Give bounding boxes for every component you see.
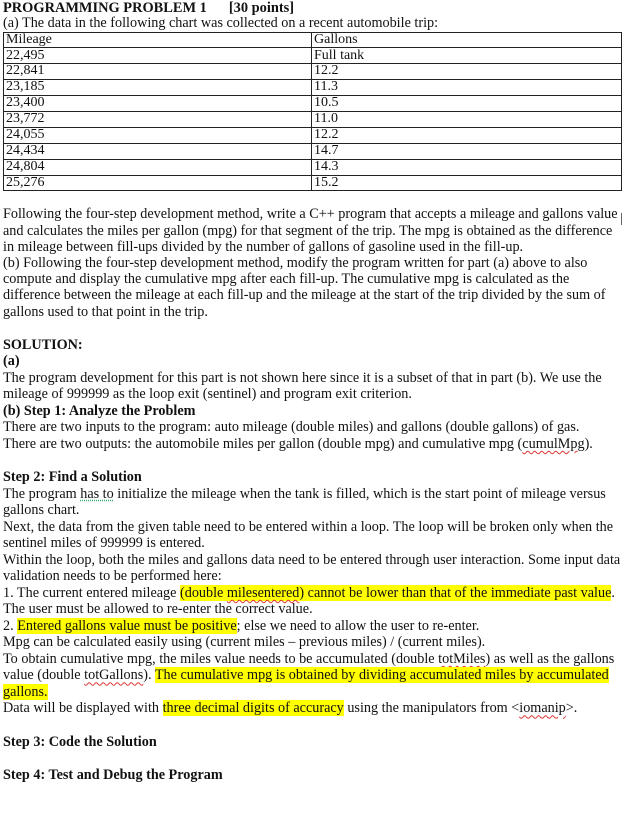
table-row: [4, 64, 622, 80]
cumulmpg-word: cumulMpg: [522, 435, 585, 452]
header-mileage: Mileage: [4, 32, 312, 48]
step2-para3: Within the loop, both the miles and gallons data need to be entered through user interaction. Some input data validation needs to be performed here:: [3, 551, 621, 585]
problem-b-text: (b) Following the four-step development method, modify the program written for part (a) above to also compute and display the cumulative mpg after each fill-up. The cumulative mpg is calculated as the difference between the mileage at each fill-up and the mileage at the start of the trip divided by the sum of gallons used to that point in the trip.: [3, 255, 606, 320]
p5-c: ) as well as the gallons value (double: [3, 650, 615, 684]
item2-h: Entered gallons value must be positive: [17, 617, 237, 634]
table-row: [4, 143, 622, 159]
step1-line2-pre: There are two outputs: the automobile miles per gallon (double mpg) and cumulative mpg (: [3, 435, 523, 452]
mileage-cell: 23,772: [4, 111, 312, 127]
step2-item2: [3, 618, 624, 635]
table-row: [4, 175, 622, 191]
p6-h: three decimal digits of accuracy: [162, 700, 344, 717]
p6-a: Data will be displayed with: [3, 700, 163, 717]
p6-c: >.: [565, 700, 578, 717]
title-text: PROGRAMMING PROBLEM 1: [3, 0, 207, 16]
item1-h1: (double: [180, 584, 227, 601]
table-header-row: [4, 32, 622, 48]
mileage-cell: 24,434: [4, 143, 312, 159]
item1-pre: 1. The current entered mileage: [3, 584, 180, 601]
intro-text: (a) The data in the following chart was collected on a recent automobile trip:: [3, 15, 439, 31]
step2-item1: [3, 585, 624, 618]
p6-b: using the manipulators from <: [343, 700, 520, 717]
mileage-cell: 22,495: [4, 48, 312, 64]
gallons-cell: 10.5: [312, 96, 622, 112]
solution-heading: SOLUTION:: [3, 336, 83, 353]
s2p1-c: initialize the mileage when the tank is filled, which is the start point of mileage versus gallons chart.: [3, 485, 606, 519]
header-gallons: Gallons: [312, 32, 622, 48]
table-row: [4, 127, 622, 143]
mileage-cell: 25,276: [4, 175, 312, 191]
points-label: [30 points]: [228, 0, 295, 16]
step2-para4: Mpg can be calculated easily using (current miles – previous miles) / (current miles).: [3, 634, 486, 651]
document-page: [0, 1, 627, 823]
item2-post: ; else we need to allow the user to re-enter.: [236, 617, 480, 634]
trip-data-table: [3, 32, 622, 192]
step1-line1: There are two inputs to the program: auto mileage (double miles) and gallons (double gallons) of gas.: [3, 419, 580, 436]
table-row: [4, 48, 622, 64]
step2-heading: Step 2: Find a Solution: [3, 469, 142, 486]
step4-heading: Step 4: Test and Debug the Program: [3, 767, 223, 784]
problem-a-text: Following the four-step development method, write a C++ program that accepts a mileage and gallons value and calculates the miles per gallon (mpg) for that segment of the trip. The mpg is obtained as the difference in mileage between fill-ups divided by the number of gallons of gasoline used in the fill-up.: [3, 206, 618, 255]
gallons-cell: 12.2: [312, 64, 622, 80]
step2-para2: Next, the data from the given table need to be entered within a loop. The loop will be broken only when the sentinel miles of 999999 is entered.: [3, 518, 614, 552]
s2p1-b: has to: [80, 485, 114, 502]
mileage-cell: 24,055: [4, 127, 312, 143]
mileage-cell: 23,185: [4, 80, 312, 96]
gallons-cell: 11.0: [312, 111, 622, 127]
item1-h3: ) cannot be lower than that of the immediate past value: [299, 584, 612, 601]
item2-pre: 2.: [3, 617, 18, 634]
item1-post: . The user must be allowed to re-enter the correct value.: [3, 584, 615, 618]
mileage-cell: 22,841: [4, 64, 312, 80]
gallons-cell: 12.2: [312, 127, 622, 143]
step1-line2: [3, 436, 624, 453]
step1-heading: (b) Step 1: Analyze the Problem: [3, 402, 196, 419]
gallons-cell: 15.2: [312, 175, 622, 191]
text-cursor: [621, 213, 622, 225]
part-a-label: (a): [3, 353, 20, 370]
p5-b: totMiles: [438, 650, 486, 667]
step2-para6: [3, 700, 624, 717]
p5-d: totGallons: [84, 667, 144, 684]
mileage-cell: 24,804: [4, 159, 312, 175]
problem-title: [3, 1, 624, 16]
step2-para1: [3, 486, 624, 519]
step3-heading: Step 3: Code the Solution: [3, 733, 157, 750]
gallons-cell: 11.3: [312, 80, 622, 96]
step1-line2-post: ).: [584, 435, 593, 452]
p5-a: To obtain cumulative mpg, the miles value needs to be accumulated (double: [3, 650, 439, 667]
gallons-cell: 14.7: [312, 143, 622, 159]
table-row: [4, 111, 622, 127]
gallons-cell: 14.3: [312, 159, 622, 175]
p5-e: ).: [143, 667, 155, 684]
table-row: [4, 96, 622, 112]
step2-para5: [3, 651, 624, 701]
part-a-text: The program development for this part is not shown here since it is a subset of that in part (b). We use the mileage of 999999 as the loop exit (sentinel) and program exit criterion.: [3, 369, 602, 403]
item1-h2: milesentered: [226, 584, 300, 601]
gallons-cell: Full tank: [312, 48, 622, 64]
p5-h: The cumulative mpg is obtained by dividing accumulated miles by accumulated gallons.: [3, 667, 609, 700]
p6-w: iomanip: [519, 700, 566, 717]
mileage-cell: 23,400: [4, 96, 312, 112]
s2p1-a: The program: [3, 485, 81, 502]
table-row: [4, 80, 622, 96]
table-row: [4, 159, 622, 175]
